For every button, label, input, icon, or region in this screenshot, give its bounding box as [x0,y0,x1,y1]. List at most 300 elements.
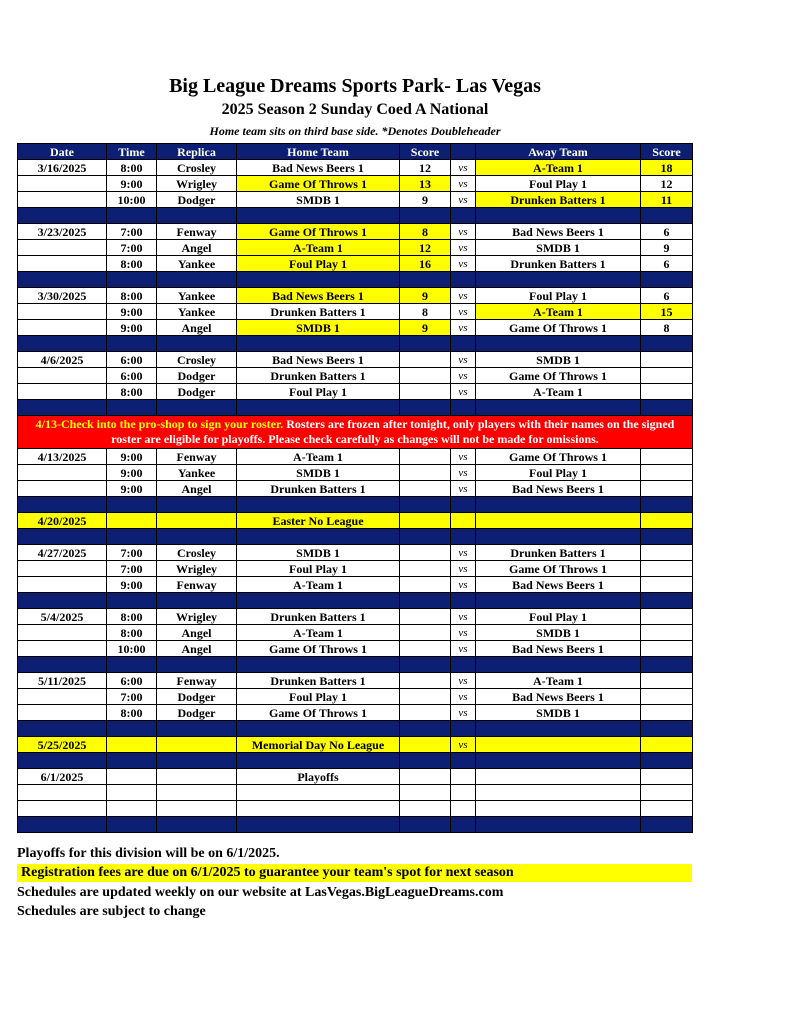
away-team: SMDB 1 [476,705,641,721]
separator-cell [641,721,693,737]
no-league-row [18,737,693,753]
field-replica: Crosley [157,545,237,561]
away-score [641,705,693,721]
separator-cell [157,272,237,288]
separator-cell [451,593,476,609]
game-time: 7:00 [107,240,157,256]
separator-cell [641,753,693,769]
home-score: 13 [400,176,451,192]
game-time: 9:00 [107,481,157,497]
field-replica: Dodger [157,192,237,208]
home-score: 9 [400,288,451,304]
week-date: 3/23/2025 [18,224,107,240]
week-separator-row [18,529,693,545]
week-separator-row [18,497,693,513]
away-score [641,641,693,657]
field-replica: Dodger [157,689,237,705]
away-team: A-Team 1 [476,384,641,400]
separator-cell [107,497,157,513]
blank-cell [400,785,451,801]
vs-label: vs [451,625,476,641]
away-score [641,577,693,593]
home-team: SMDB 1 [237,465,400,481]
separator-cell [237,272,400,288]
separator-cell [107,400,157,416]
away-team-cell [476,769,641,785]
vs-label: vs [451,673,476,689]
separator-cell [18,208,107,224]
blank-cell [157,801,237,817]
separator-cell [18,529,107,545]
week-date: 3/30/2025 [18,288,107,304]
home-team: Game Of Throws 1 [237,176,400,192]
away-score: 12 [641,176,693,192]
home-team: A-Team 1 [237,240,400,256]
playoffs-row [18,769,693,785]
game-row [18,352,693,368]
blank-cell [451,785,476,801]
time-cell [107,737,157,753]
home-score [400,673,451,689]
separator-cell [18,272,107,288]
separator-cell [107,817,157,833]
away-team: Drunken Batters 1 [476,545,641,561]
footer-registration-note: Registration fees are due on 6/1/2025 to guarantee your team's spot for next season [17,864,692,882]
blank-cell [18,801,107,817]
column-header-replica: Replica [157,144,237,160]
field-replica: Angel [157,641,237,657]
home-score [400,465,451,481]
home-team: Game Of Throws 1 [237,705,400,721]
column-header-date: Date [18,144,107,160]
home-team: Drunken Batters 1 [237,481,400,497]
vs-label: vs [451,449,476,465]
game-time: 7:00 [107,224,157,240]
vs-label: vs [451,320,476,336]
game-row [18,481,693,497]
field-replica: Wrigley [157,561,237,577]
separator-cell [107,336,157,352]
home-team: Game Of Throws 1 [237,224,400,240]
game-row [18,288,693,304]
home-score [400,545,451,561]
page-subtitle: 2025 Season 2 Sunday Coed A National [221,101,489,118]
week-date [18,705,107,721]
home-score [400,577,451,593]
away-score: 6 [641,224,693,240]
separator-cell [157,753,237,769]
page-title: Big League Dreams Sports Park- Las Vegas [169,75,541,97]
roster-notice-row [18,416,693,449]
separator-cell [157,593,237,609]
separator-cell [237,529,400,545]
blank-cell [476,785,641,801]
page-note: Home team sits on third base side. *Denotes Doubleheader [209,124,501,138]
game-row [18,176,693,192]
away-score [641,689,693,705]
game-row [18,320,693,336]
away-team: Game Of Throws 1 [476,561,641,577]
separator-cell [641,593,693,609]
game-time: 10:00 [107,192,157,208]
away-team: SMDB 1 [476,240,641,256]
game-row [18,705,693,721]
separator-cell [451,529,476,545]
separator-cell [107,721,157,737]
blank-cell [237,801,400,817]
game-time: 6:00 [107,673,157,689]
week-date: 5/4/2025 [18,609,107,625]
away-team: A-Team 1 [476,673,641,689]
no-league-label: Memorial Day No League [237,737,400,753]
away-score [641,449,693,465]
game-time: 8:00 [107,288,157,304]
separator-cell [18,400,107,416]
field-replica: Yankee [157,288,237,304]
separator-cell [451,753,476,769]
separator-cell [18,817,107,833]
separator-cell [157,529,237,545]
week-date: 4/13/2025 [18,449,107,465]
away-score [641,481,693,497]
home-team: Drunken Batters 1 [237,609,400,625]
separator-cell [400,817,451,833]
vs-label: vs [451,192,476,208]
separator-cell [641,336,693,352]
separator-cell [476,208,641,224]
away-team: Foul Play 1 [476,176,641,192]
separator-cell [107,593,157,609]
week-date [18,192,107,208]
field-replica: Yankee [157,304,237,320]
home-team: SMDB 1 [237,192,400,208]
vs-cell [451,769,476,785]
away-team: Bad News Beers 1 [476,689,641,705]
away-team: Bad News Beers 1 [476,577,641,593]
game-row [18,192,693,208]
separator-cell [157,817,237,833]
week-date [18,689,107,705]
separator-cell [157,400,237,416]
away-team: Drunken Batters 1 [476,256,641,272]
replica-cell [157,737,237,753]
blank-cell [641,785,693,801]
column-header-home-team: Home Team [237,144,400,160]
vs-label: vs [451,561,476,577]
week-date: 5/25/2025 [18,737,107,753]
column-header-vs [451,144,476,160]
away-score: 11 [641,192,693,208]
home-score [400,705,451,721]
game-row [18,673,693,689]
field-replica: Crosley [157,160,237,176]
home-score [400,368,451,384]
roster-notice-lead: 4/13-Check into the pro-shop to sign your roster. [35,417,284,431]
separator-cell [400,336,451,352]
week-date: 3/16/2025 [18,160,107,176]
game-time: 8:00 [107,384,157,400]
field-replica: Fenway [157,673,237,689]
separator-cell [400,753,451,769]
home-score [400,609,451,625]
vs-label: vs [451,240,476,256]
footer-website-note: Schedules are updated weekly on our website at LasVegas.BigLeagueDreams.com [17,885,504,900]
game-row [18,689,693,705]
separator-cell [18,497,107,513]
away-team: Bad News Beers 1 [476,641,641,657]
field-replica: Crosley [157,352,237,368]
separator-cell [476,497,641,513]
game-time: 10:00 [107,641,157,657]
away-score-cell [641,737,693,753]
separator-cell [451,208,476,224]
separator-cell [400,272,451,288]
week-date [18,368,107,384]
column-header-home-score: Score [400,144,451,160]
game-time: 9:00 [107,304,157,320]
separator-cell [641,208,693,224]
game-time: 9:00 [107,449,157,465]
home-score [400,625,451,641]
game-time: 7:00 [107,561,157,577]
away-team: SMDB 1 [476,625,641,641]
vs-label: vs [451,465,476,481]
home-team: Foul Play 1 [237,561,400,577]
schedule-table [17,143,693,833]
week-date: 6/1/2025 [18,769,107,785]
away-score [641,368,693,384]
vs-label: vs [451,689,476,705]
week-date [18,465,107,481]
week-date: 4/27/2025 [18,545,107,561]
vs-label: vs [451,545,476,561]
field-replica: Dodger [157,368,237,384]
separator-cell [641,657,693,673]
week-date [18,176,107,192]
away-team: Game Of Throws 1 [476,368,641,384]
week-date [18,384,107,400]
home-score [400,561,451,577]
separator-cell [18,336,107,352]
separator-cell [451,817,476,833]
home-team: Foul Play 1 [237,384,400,400]
game-row [18,545,693,561]
game-time: 9:00 [107,320,157,336]
away-score: 6 [641,256,693,272]
week-date [18,256,107,272]
separator-cell [18,753,107,769]
game-time: 6:00 [107,352,157,368]
separator-cell [641,817,693,833]
week-separator-row [18,336,693,352]
home-score [400,689,451,705]
separator-cell [237,208,400,224]
separator-cell [107,529,157,545]
game-row [18,449,693,465]
week-separator-row [18,272,693,288]
week-separator-row [18,657,693,673]
home-team: A-Team 1 [237,625,400,641]
home-team: Bad News Beers 1 [237,288,400,304]
blank-cell [18,785,107,801]
away-team: Foul Play 1 [476,609,641,625]
game-row [18,224,693,240]
vs-label: vs [451,304,476,320]
home-score: 12 [400,160,451,176]
field-replica: Dodger [157,384,237,400]
game-row [18,609,693,625]
home-team: A-Team 1 [237,449,400,465]
away-team: Bad News Beers 1 [476,224,641,240]
game-row [18,561,693,577]
separator-cell [18,657,107,673]
away-team: Drunken Batters 1 [476,192,641,208]
separator-cell [476,721,641,737]
schedule-body [18,160,693,833]
week-date [18,561,107,577]
game-row [18,256,693,272]
week-date: 5/11/2025 [18,673,107,689]
game-time: 8:00 [107,705,157,721]
vs-label: vs [451,288,476,304]
week-date: 4/6/2025 [18,352,107,368]
home-score: 8 [400,224,451,240]
away-score [641,673,693,689]
field-replica: Wrigley [157,609,237,625]
separator-cell [400,400,451,416]
separator-cell [18,721,107,737]
away-score [641,352,693,368]
away-team: Game Of Throws 1 [476,449,641,465]
home-score-cell [400,513,451,529]
separator-cell [451,721,476,737]
away-score [641,625,693,641]
vs-label: vs [451,160,476,176]
separator-cell [157,336,237,352]
separator-cell [476,336,641,352]
game-row [18,465,693,481]
away-score [641,465,693,481]
home-score: 16 [400,256,451,272]
footer-playoffs-note: Playoffs for this division will be on 6/1/2025. [17,846,280,861]
vs-label: vs [451,641,476,657]
no-league-row [18,513,693,529]
blank-row [18,785,693,801]
game-row [18,625,693,641]
game-row [18,160,693,176]
away-team-cell [476,737,641,753]
week-date [18,625,107,641]
away-score-cell [641,769,693,785]
separator-cell [157,497,237,513]
away-score-cell [641,513,693,529]
replica-cell [157,769,237,785]
separator-cell [107,208,157,224]
away-score: 8 [641,320,693,336]
separator-cell [476,272,641,288]
home-team: SMDB 1 [237,545,400,561]
separator-cell [157,721,237,737]
separator-cell [400,529,451,545]
field-replica: Fenway [157,577,237,593]
separator-cell [641,272,693,288]
game-row [18,304,693,320]
roster-notice-text: Rosters are frozen after tonight, only players with their names on the signed roster are eligible for playoffs. Please check carefully as changes will not be made for omissions. [111,417,675,446]
vs-label: vs [451,256,476,272]
away-score: 15 [641,304,693,320]
blank-cell [157,785,237,801]
blank-cell [641,801,693,817]
game-row [18,384,693,400]
separator-cell [451,272,476,288]
home-team: Drunken Batters 1 [237,368,400,384]
separator-cell [237,336,400,352]
blank-cell [237,785,400,801]
away-score [641,545,693,561]
away-team: SMDB 1 [476,352,641,368]
game-row [18,577,693,593]
field-replica: Angel [157,625,237,641]
home-score-cell [400,769,451,785]
separator-cell [400,657,451,673]
week-date [18,304,107,320]
vs-label: vs [451,609,476,625]
week-date [18,320,107,336]
field-replica: Fenway [157,449,237,465]
week-date: 4/20/2025 [18,513,107,529]
week-date [18,641,107,657]
field-replica: Angel [157,481,237,497]
separator-cell [237,400,400,416]
home-team: Foul Play 1 [237,689,400,705]
field-replica: Yankee [157,465,237,481]
home-score [400,481,451,497]
separator-cell [107,753,157,769]
home-score: 8 [400,304,451,320]
home-score [400,352,451,368]
separator-cell [451,497,476,513]
column-header-time: Time [107,144,157,160]
game-row [18,641,693,657]
field-replica: Dodger [157,705,237,721]
separator-cell [451,657,476,673]
game-time: 8:00 [107,625,157,641]
week-date [18,577,107,593]
home-team: Bad News Beers 1 [237,352,400,368]
away-score [641,609,693,625]
no-league-label: Easter No League [237,513,400,529]
game-time: 9:00 [107,577,157,593]
separator-cell [400,721,451,737]
away-team: Game Of Throws 1 [476,320,641,336]
blank-cell [107,801,157,817]
home-score [400,641,451,657]
vs-label: vs [451,352,476,368]
home-score: 9 [400,320,451,336]
week-separator-row [18,593,693,609]
week-separator-row [18,400,693,416]
time-cell [107,513,157,529]
away-team: A-Team 1 [476,160,641,176]
separator-cell [476,529,641,545]
home-score [400,384,451,400]
home-score: 12 [400,240,451,256]
vs-label: vs [451,577,476,593]
game-time: 6:00 [107,368,157,384]
week-date [18,240,107,256]
home-team: Drunken Batters 1 [237,673,400,689]
away-team: Bad News Beers 1 [476,481,641,497]
